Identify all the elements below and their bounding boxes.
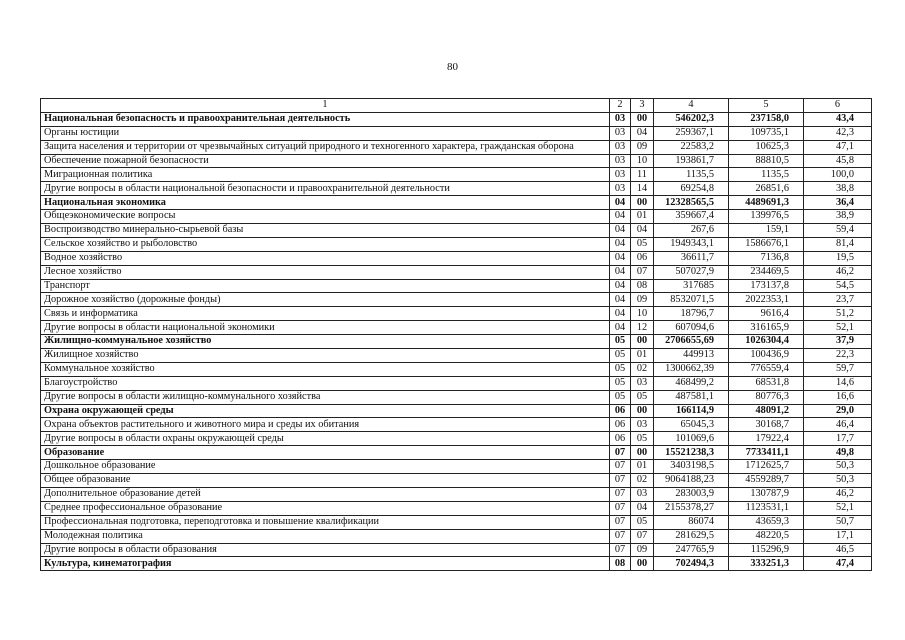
table-row [41,237,872,251]
row-executed-amount: 26851,6 [729,182,804,196]
table-row [41,321,872,335]
row-planned-amount: 3403198,5 [654,460,729,474]
row-execution-percent: 50,3 [804,460,872,474]
row-execution-percent: 46,5 [804,543,872,557]
row-name: Среднее профессиональное образование [41,501,610,515]
row-planned-amount: 281629,5 [654,529,729,543]
row-execution-percent: 59,7 [804,362,872,376]
table-row [41,376,872,390]
row-section-code: 05 [610,335,631,349]
table-row [41,307,872,321]
row-planned-amount: 2155378,27 [654,501,729,515]
table-row [41,529,872,543]
row-subsection-code: 02 [631,362,654,376]
table-row [41,265,872,279]
row-execution-percent: 45,8 [804,154,872,168]
row-name: Дошкольное образование [41,460,610,474]
row-planned-amount: 12328565,5 [654,196,729,210]
row-executed-amount: 48220,5 [729,529,804,543]
row-executed-amount: 776559,4 [729,362,804,376]
row-section-code: 05 [610,362,631,376]
header-col-1: 1 [41,99,610,113]
header-col-4: 4 [654,99,729,113]
row-execution-percent: 51,2 [804,307,872,321]
row-name: Жилищное хозяйство [41,349,610,363]
row-section-code: 07 [610,515,631,529]
row-name: Лесное хозяйство [41,265,610,279]
row-execution-percent: 38,9 [804,210,872,224]
row-subsection-code: 09 [631,543,654,557]
row-subsection-code: 01 [631,349,654,363]
row-execution-percent: 36,4 [804,196,872,210]
row-name: Культура, кинематография [41,557,610,571]
row-section-code: 03 [610,168,631,182]
row-execution-percent: 47,1 [804,140,872,154]
row-section-code: 04 [610,293,631,307]
row-execution-percent: 54,5 [804,279,872,293]
row-section-code: 04 [610,237,631,251]
row-section-code: 07 [610,529,631,543]
table-row [41,501,872,515]
table-row [41,335,872,349]
table-row [41,168,872,182]
table-row [41,293,872,307]
row-section-code: 05 [610,349,631,363]
row-planned-amount: 267,6 [654,224,729,238]
row-name: Охрана объектов растительного и животного мира и среды их обитания [41,418,610,432]
row-name: Общее образование [41,474,610,488]
row-name: Национальная безопасность и правоохранительная деятельность [41,112,610,126]
row-planned-amount: 69254,8 [654,182,729,196]
row-name: Связь и информатика [41,307,610,321]
row-executed-amount: 234469,5 [729,265,804,279]
row-section-code: 07 [610,446,631,460]
row-executed-amount: 1586676,1 [729,237,804,251]
row-subsection-code: 09 [631,140,654,154]
row-executed-amount: 43659,3 [729,515,804,529]
row-executed-amount: 48091,2 [729,404,804,418]
row-executed-amount: 88810,5 [729,154,804,168]
row-planned-amount: 65045,3 [654,418,729,432]
row-subsection-code: 09 [631,293,654,307]
row-section-code: 06 [610,404,631,418]
row-subsection-code: 11 [631,168,654,182]
table-row [41,196,872,210]
row-planned-amount: 359667,4 [654,210,729,224]
row-execution-percent: 37,9 [804,335,872,349]
row-name: Миграционная политика [41,168,610,182]
row-executed-amount: 130787,9 [729,487,804,501]
row-executed-amount: 1123531,1 [729,501,804,515]
row-execution-percent: 46,2 [804,487,872,501]
row-executed-amount: 4559289,7 [729,474,804,488]
row-executed-amount: 9616,4 [729,307,804,321]
row-name: Водное хозяйство [41,251,610,265]
row-section-code: 04 [610,321,631,335]
row-execution-percent: 23,7 [804,293,872,307]
table-row [41,140,872,154]
row-planned-amount: 22583,2 [654,140,729,154]
row-planned-amount: 9064188,23 [654,474,729,488]
row-planned-amount: 317685 [654,279,729,293]
table-row [41,460,872,474]
row-subsection-code: 04 [631,224,654,238]
table-row [41,251,872,265]
row-planned-amount: 487581,1 [654,390,729,404]
row-section-code: 04 [610,224,631,238]
row-name: Дополнительное образование детей [41,487,610,501]
table-row [41,210,872,224]
row-planned-amount: 546202,3 [654,112,729,126]
row-subsection-code: 10 [631,307,654,321]
table-row [41,432,872,446]
row-execution-percent: 17,1 [804,529,872,543]
row-section-code: 07 [610,474,631,488]
row-name: Жилищно-коммунальное хозяйство [41,335,610,349]
row-name: Образование [41,446,610,460]
table-row [41,349,872,363]
row-section-code: 07 [610,487,631,501]
row-name: Другие вопросы в области национальной безопасности и правоохранительной деятельности [41,182,610,196]
row-section-code: 07 [610,460,631,474]
row-planned-amount: 247765,9 [654,543,729,557]
row-subsection-code: 02 [631,474,654,488]
row-execution-percent: 52,1 [804,321,872,335]
table-row [41,446,872,460]
row-section-code: 03 [610,182,631,196]
row-name: Дорожное хозяйство (дорожные фонды) [41,293,610,307]
table-row [41,474,872,488]
row-execution-percent: 47,4 [804,557,872,571]
row-executed-amount: 7136,8 [729,251,804,265]
row-name: Общеэкономические вопросы [41,210,610,224]
row-planned-amount: 1135,5 [654,168,729,182]
row-planned-amount: 8532071,5 [654,293,729,307]
row-execution-percent: 43,4 [804,112,872,126]
row-subsection-code: 04 [631,501,654,515]
row-section-code: 04 [610,279,631,293]
row-subsection-code: 01 [631,460,654,474]
row-section-code: 07 [610,501,631,515]
row-planned-amount: 2706655,69 [654,335,729,349]
row-execution-percent: 59,4 [804,224,872,238]
row-section-code: 04 [610,196,631,210]
row-executed-amount: 68531,8 [729,376,804,390]
table-row [41,362,872,376]
row-planned-amount: 507027,9 [654,265,729,279]
row-executed-amount: 1712625,7 [729,460,804,474]
row-execution-percent: 50,3 [804,474,872,488]
row-execution-percent: 52,1 [804,501,872,515]
row-section-code: 03 [610,126,631,140]
budget-table [40,98,872,571]
row-planned-amount: 1949343,1 [654,237,729,251]
row-name: Национальная экономика [41,196,610,210]
row-section-code: 03 [610,140,631,154]
row-execution-percent: 46,2 [804,265,872,279]
row-execution-percent: 29,0 [804,404,872,418]
row-planned-amount: 1300662,39 [654,362,729,376]
row-section-code: 05 [610,390,631,404]
row-subsection-code: 10 [631,154,654,168]
row-subsection-code: 07 [631,265,654,279]
row-subsection-code: 00 [631,404,654,418]
row-subsection-code: 05 [631,390,654,404]
row-execution-percent: 17,7 [804,432,872,446]
table-row [41,515,872,529]
row-planned-amount: 101069,6 [654,432,729,446]
row-planned-amount: 166114,9 [654,404,729,418]
row-execution-percent: 50,7 [804,515,872,529]
row-executed-amount: 237158,0 [729,112,804,126]
row-execution-percent: 14,6 [804,376,872,390]
row-executed-amount: 80776,3 [729,390,804,404]
row-section-code: 04 [610,251,631,265]
row-execution-percent: 22,3 [804,349,872,363]
row-subsection-code: 06 [631,251,654,265]
row-name: Защита населения и территории от чрезвычайных ситуаций природного и техногенного характера, гражданская оборона [41,140,610,154]
row-name: Обеспечение пожарной безопасности [41,154,610,168]
row-planned-amount: 259367,1 [654,126,729,140]
row-executed-amount: 139976,5 [729,210,804,224]
row-section-code: 06 [610,432,631,446]
row-execution-percent: 100,0 [804,168,872,182]
row-subsection-code: 00 [631,335,654,349]
row-subsection-code: 03 [631,376,654,390]
row-execution-percent: 19,5 [804,251,872,265]
row-planned-amount: 18796,7 [654,307,729,321]
table-row [41,154,872,168]
table-row [41,404,872,418]
row-execution-percent: 38,8 [804,182,872,196]
table-row [41,224,872,238]
row-name: Воспроизводство минерально-сырьевой базы [41,224,610,238]
row-name: Другие вопросы в области охраны окружающей среды [41,432,610,446]
row-name: Охрана окружающей среды [41,404,610,418]
row-subsection-code: 05 [631,237,654,251]
table-row [41,182,872,196]
row-executed-amount: 159,1 [729,224,804,238]
row-name: Другие вопросы в области образования [41,543,610,557]
row-subsection-code: 08 [631,279,654,293]
row-subsection-code: 05 [631,515,654,529]
row-planned-amount: 283003,9 [654,487,729,501]
row-planned-amount: 86074 [654,515,729,529]
row-planned-amount: 702494,3 [654,557,729,571]
row-name: Молодежная политика [41,529,610,543]
row-name: Профессиональная подготовка, переподготовка и повышение квалификации [41,515,610,529]
row-executed-amount: 1135,5 [729,168,804,182]
row-execution-percent: 46,4 [804,418,872,432]
row-section-code: 03 [610,112,631,126]
row-executed-amount: 109735,1 [729,126,804,140]
row-section-code: 08 [610,557,631,571]
row-subsection-code: 00 [631,557,654,571]
row-executed-amount: 4489691,3 [729,196,804,210]
row-subsection-code: 00 [631,196,654,210]
row-executed-amount: 100436,9 [729,349,804,363]
header-col-5: 5 [729,99,804,113]
row-subsection-code: 12 [631,321,654,335]
row-section-code: 04 [610,307,631,321]
row-name: Органы юстиции [41,126,610,140]
row-subsection-code: 07 [631,529,654,543]
row-executed-amount: 115296,9 [729,543,804,557]
row-execution-percent: 16,6 [804,390,872,404]
table-row [41,126,872,140]
row-section-code: 04 [610,265,631,279]
row-planned-amount: 36611,7 [654,251,729,265]
header-col-2: 2 [610,99,631,113]
row-subsection-code: 04 [631,126,654,140]
row-name: Благоустройство [41,376,610,390]
row-subsection-code: 00 [631,446,654,460]
row-execution-percent: 42,3 [804,126,872,140]
row-name: Другие вопросы в области национальной экономики [41,321,610,335]
row-planned-amount: 193861,7 [654,154,729,168]
header-col-3: 3 [631,99,654,113]
table-row [41,557,872,571]
row-planned-amount: 15521238,3 [654,446,729,460]
row-name: Коммунальное хозяйство [41,362,610,376]
row-planned-amount: 468499,2 [654,376,729,390]
row-section-code: 03 [610,154,631,168]
row-subsection-code: 03 [631,418,654,432]
row-executed-amount: 10625,3 [729,140,804,154]
row-planned-amount: 449913 [654,349,729,363]
row-section-code: 06 [610,418,631,432]
table-row [41,390,872,404]
row-section-code: 05 [610,376,631,390]
table-row [41,279,872,293]
row-executed-amount: 2022353,1 [729,293,804,307]
row-executed-amount: 173137,8 [729,279,804,293]
row-name: Другие вопросы в области жилищно-коммунального хозяйства [41,390,610,404]
table-row [41,112,872,126]
row-section-code: 04 [610,210,631,224]
row-execution-percent: 81,4 [804,237,872,251]
table-row [41,543,872,557]
row-executed-amount: 7733411,1 [729,446,804,460]
row-executed-amount: 316165,9 [729,321,804,335]
page-number: 80 [447,61,458,73]
row-executed-amount: 17922,4 [729,432,804,446]
row-section-code: 07 [610,543,631,557]
row-name: Транспорт [41,279,610,293]
row-execution-percent: 49,8 [804,446,872,460]
row-name: Сельское хозяйство и рыболовство [41,237,610,251]
header-col-6: 6 [804,99,872,113]
table-body [41,112,872,570]
row-subsection-code: 00 [631,112,654,126]
row-executed-amount: 1026304,4 [729,335,804,349]
table-row [41,418,872,432]
row-executed-amount: 333251,3 [729,557,804,571]
table-row [41,487,872,501]
row-executed-amount: 30168,7 [729,418,804,432]
row-subsection-code: 01 [631,210,654,224]
row-subsection-code: 05 [631,432,654,446]
row-planned-amount: 607094,6 [654,321,729,335]
row-subsection-code: 14 [631,182,654,196]
row-subsection-code: 03 [631,487,654,501]
table-header-row [41,99,872,113]
